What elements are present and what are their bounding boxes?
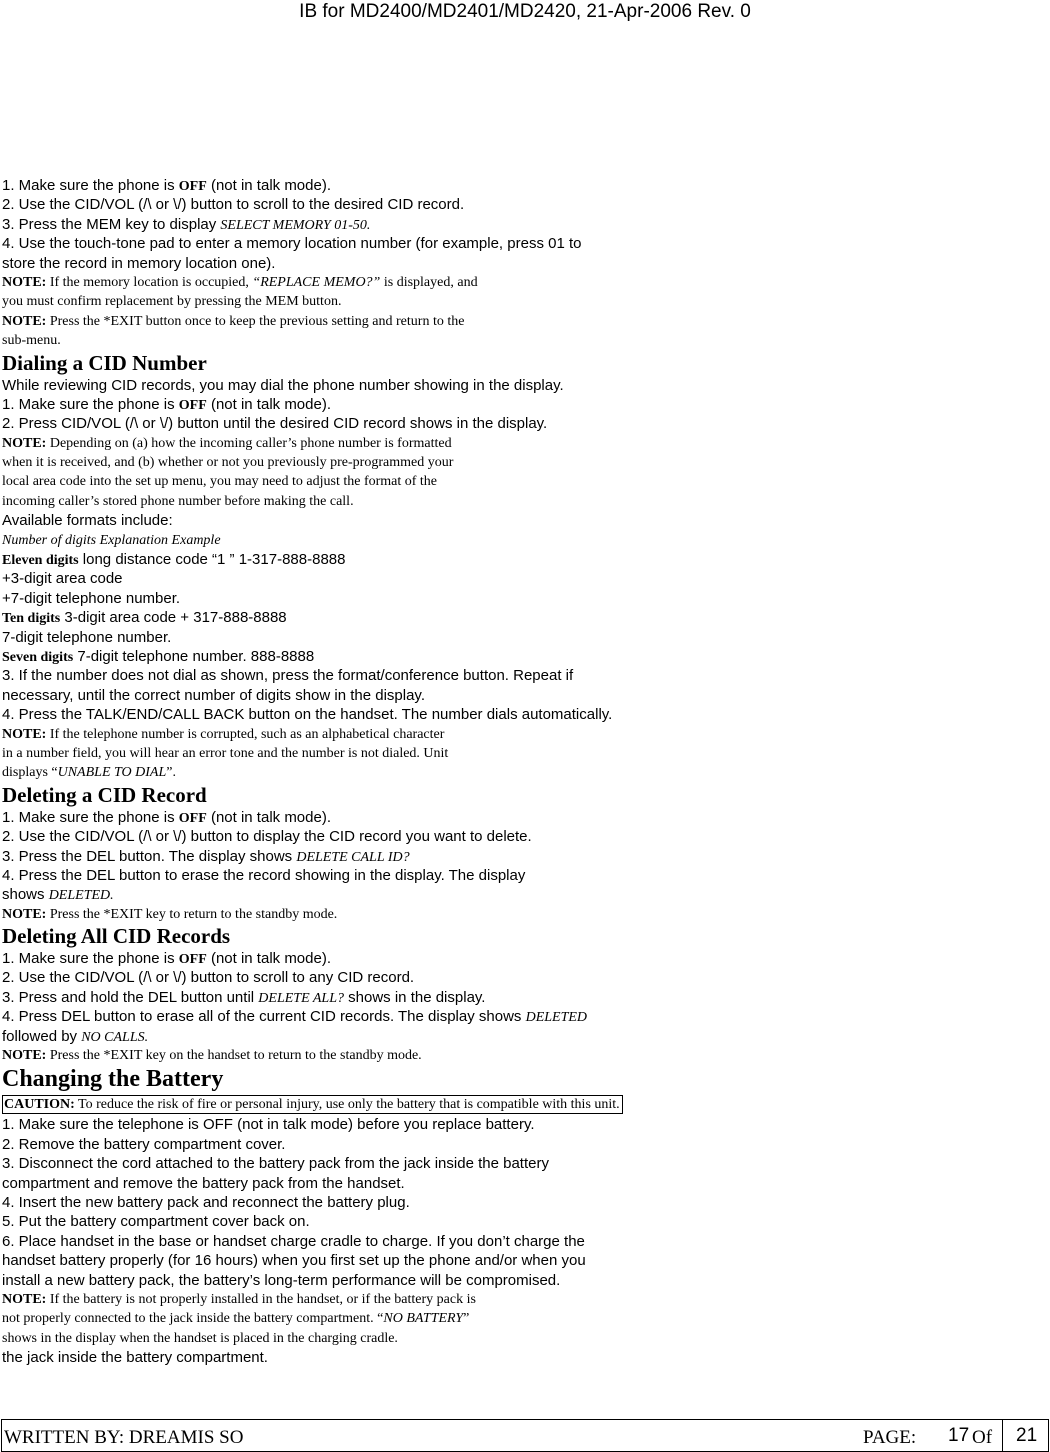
paragraph-line: 4. Insert the new battery pack and reconnect the battery plug. (2, 1193, 410, 1211)
section-heading: Deleting All CID Records (2, 924, 231, 949)
table-header: Number of digits Explanation Example (2, 532, 221, 548)
paragraph-line: 2. Remove the battery compartment cover. (2, 1135, 286, 1153)
paragraph-line: 1. Make sure the phone is OFF (not in talk mode). (2, 177, 331, 194)
note-line: incoming caller’s stored phone number before making the call. (2, 493, 354, 509)
paragraph-line: 4. Use the touch-tone pad to enter a memory location number (for example, press 01 to (2, 235, 582, 253)
page-footer (1, 1419, 1049, 1452)
note-line: shows in the display when the handset is placed in the charging cradle. (2, 1330, 398, 1346)
caution-row (2, 1093, 1042, 1115)
paragraph-line: 4. Press the TALK/END/CALL BACK button on the handset. The number dials automatically. (2, 706, 613, 724)
footer-divider (1002, 1420, 1003, 1451)
section-heading: Deleting a CID Record (2, 782, 207, 807)
paragraph-line: 3. Press and hold the DEL button until DELETE ALL? shows in the display. (2, 988, 486, 1006)
note-line: displays “UNABLE TO DIAL”. (2, 765, 176, 781)
paragraph-line: 1. Make sure the phone is OFF (not in talk mode). (2, 808, 331, 826)
note-line: NOTE: Press the *EXIT button once to keep the previous setting and return to the (2, 313, 465, 329)
paragraph-line: 6. Place handset in the base or handset charge cradle to charge. If you don’t charge the (2, 1232, 585, 1250)
note-line: local area code into the set up menu, you may need to adjust the format of the (2, 474, 438, 490)
paragraph-line: 5. Put the battery compartment cover back on. (2, 1213, 310, 1231)
paragraph-line: 4. Press the DEL button to erase the record showing in the display. The display (2, 866, 526, 884)
note-line: in a number field, you will hear an error tone and the number is not dialed. Unit (2, 745, 449, 761)
document-header: IB for MD2400/MD2401/MD2420, 21-Apr-2006 Rev. 0 (299, 1, 751, 22)
section-heading: Changing the Battery (2, 1066, 224, 1093)
paragraph-line: 3. If the number does not dial as shown, press the format/conference button. Repeat if (2, 667, 574, 685)
paragraph-line: compartment and remove the battery pack from the handset. (2, 1174, 405, 1192)
page-number: 17 (948, 1425, 970, 1446)
page-total: 21 (1016, 1425, 1038, 1446)
note-line: NOTE: If the memory location is occupied, “REPLACE MEMO?” is displayed, and (2, 274, 478, 290)
page-of-label: Of (972, 1427, 993, 1448)
note-line: sub-menu. (2, 333, 61, 349)
paragraph-line: 1. Make sure the phone is OFF (not in talk mode). (2, 950, 331, 968)
paragraph-line: install a new battery pack, the battery’s long-term performance will be compromised. (2, 1271, 561, 1289)
paragraph-line: necessary, until the correct number of digits show in the display. (2, 686, 425, 704)
page-body (2, 176, 1042, 1367)
paragraph-line: followed by NO CALLS. (2, 1027, 149, 1045)
paragraph-line: 3. Press the DEL button. The display shows DELETE CALL ID? (2, 847, 410, 865)
paragraph-line: 1. Make sure the phone is OFF (not in talk mode). (2, 395, 331, 413)
caution-box: CAUTION: To reduce the risk of fire or personal injury, use only the battery that is compatible with this unit. (2, 1095, 623, 1114)
format-row: Ten digits 3-digit area code + 317-888-8888 (2, 609, 287, 627)
paragraph-line: 3. Press the MEM key to display SELECT MEMORY 01-50. (2, 215, 371, 233)
note-line: NOTE: If the battery is not properly installed in the handset, or if the battery pack is (2, 1291, 476, 1307)
paragraph-line: 1. Make sure the telephone is OFF (not in talk mode) before you replace battery. (2, 1116, 535, 1134)
paragraph-line: 2. Use the CID/VOL (/\ or \/) button to display the CID record you want to delete. (2, 828, 532, 846)
paragraph-line: 4. Press DEL button to erase all of the current CID records. The display shows DELETED (2, 1008, 588, 1026)
note-line: when it is received, and (b) whether or not you previously pre-programmed your (2, 455, 454, 471)
paragraph-line: Available formats include: (2, 512, 173, 530)
paragraph-line: the jack inside the battery compartment. (2, 1349, 268, 1367)
paragraph-line: 2. Press CID/VOL (/\ or \/) button until the desired CID record shows in the display. (2, 415, 548, 433)
paragraph-line: shows DELETED. (2, 886, 114, 904)
format-row: Seven digits 7-digit telephone number. 888-8888 (2, 647, 315, 665)
paragraph-line: handset battery properly (for 16 hours) when you first set up the phone and/or when you (2, 1252, 586, 1270)
note-line: NOTE: Press the *EXIT key to return to the standby mode. (2, 906, 338, 922)
format-row: +3-digit area code (2, 570, 123, 588)
note-line: NOTE: Depending on (a) how the incoming caller’s phone number is formatted (2, 435, 452, 451)
paragraph-line: 3. Disconnect the cord attached to the battery pack from the jack inside the battery (2, 1155, 549, 1173)
page-label: PAGE: (863, 1427, 917, 1448)
note-line: NOTE: If the telephone number is corrupted, such as an alphabetical character (2, 726, 445, 742)
paragraph-line: store the record in memory location one). (2, 254, 276, 272)
paragraph-line: 2. Use the CID/VOL (/\ or \/) button to scroll to any CID record. (2, 969, 415, 987)
format-row: 7-digit telephone number. (2, 628, 172, 646)
section-heading: Dialing a CID Number (2, 350, 207, 375)
format-row: +7-digit telephone number. (2, 589, 181, 607)
note-line: NOTE: Press the *EXIT key on the handset to return to the standby mode. (2, 1048, 422, 1064)
paragraph-line: 2. Use the CID/VOL (/\ or \/) button to scroll to the desired CID record. (2, 196, 465, 214)
format-row: Eleven digits long distance code “1 ” 1-317-888-8888 (2, 551, 346, 569)
paragraph-line: While reviewing CID records, you may dial the phone number showing in the display. (2, 376, 564, 394)
author-label: WRITTEN BY: DREAMIS SO (4, 1427, 244, 1448)
note-line: not properly connected to the jack inside the battery compartment. “NO BATTERY” (2, 1311, 470, 1327)
note-line: you must confirm replacement by pressing the MEM button. (2, 294, 342, 310)
